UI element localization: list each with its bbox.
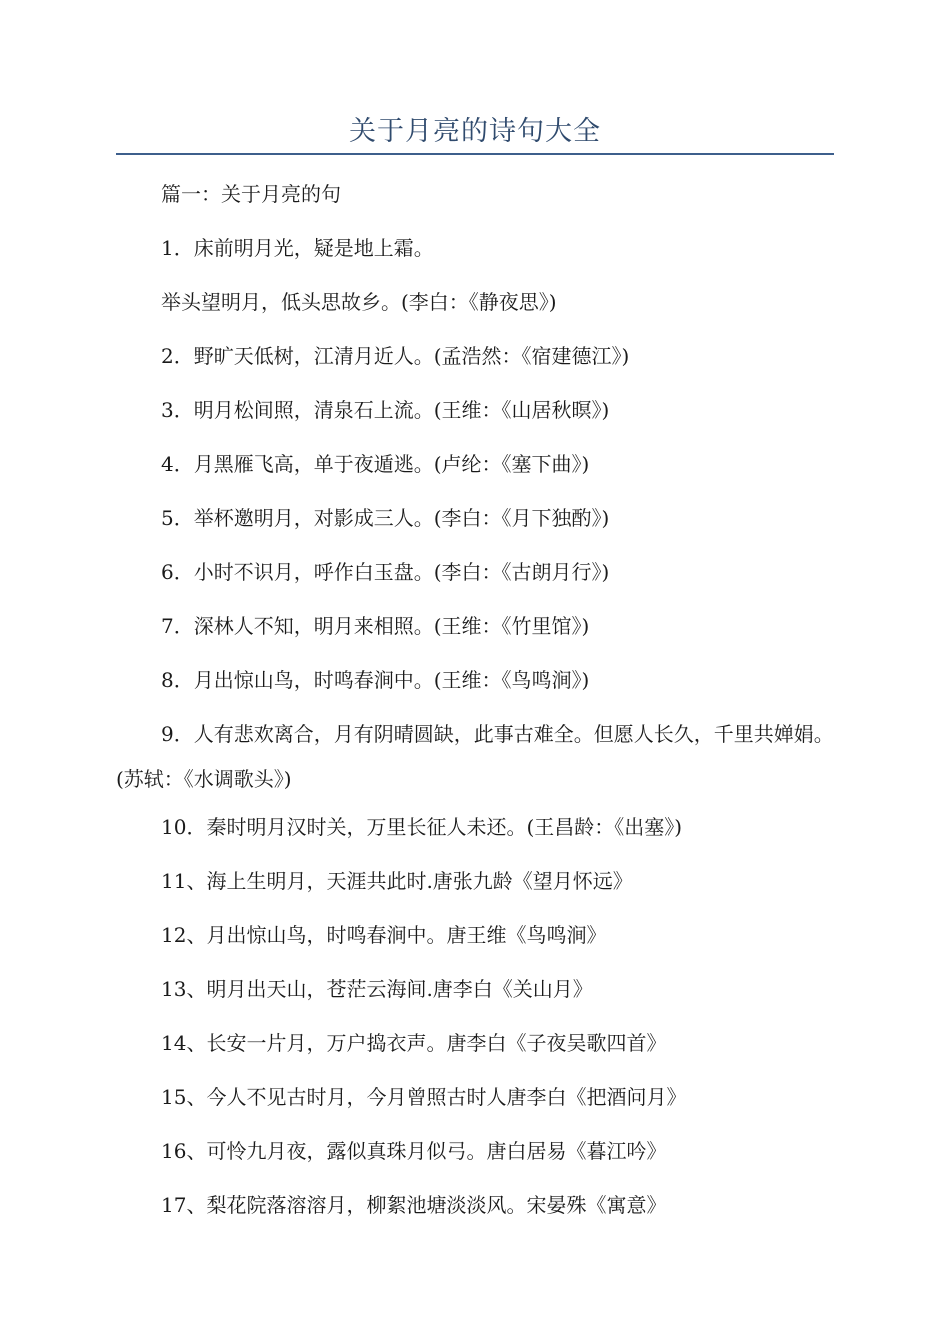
poem-line: 4．月黑雁飞高，单于夜遁逃。(卢纶：《塞下曲》)	[161, 452, 590, 476]
poem-line: 13、明月出天山，苍茫云海间.唐李白《关山月》	[161, 977, 593, 1001]
poem-line: 3．明月松间照，清泉石上流。(王维：《山居秋暝》)	[161, 398, 610, 422]
poem-line: 5．举杯邀明月，对影成三人。(李白：《月下独酌》)	[161, 506, 610, 530]
title-underline	[116, 153, 834, 155]
poem-line: 17、梨花院落溶溶月，柳絮池塘淡淡风。宋晏殊《寓意》	[161, 1193, 667, 1217]
document-title: 关于月亮的诗句大全	[349, 116, 601, 147]
poem-line: 12、月出惊山鸟，时鸣春涧中。唐王维《鸟鸣涧》	[161, 923, 607, 947]
poem-line: 10．秦时明月汉时关，万里长征人未还。(王昌龄：《出塞》)	[161, 815, 683, 839]
poem-line: 1．床前明月光，疑是地上霜。	[161, 236, 434, 260]
poem-line: 14、长安一片月，万户捣衣声。唐李白《子夜吴歌四首》	[161, 1031, 667, 1055]
poem-line: 15、今人不见古时月，今月曾照古时人唐李白《把酒问月》	[161, 1085, 687, 1109]
poem-line: 举头望明月，低头思故乡。(李白：《静夜思》)	[161, 290, 557, 314]
poem-line: 7．深林人不知，明月来相照。(王维：《竹里馆》)	[161, 614, 590, 638]
section-heading: 篇一：关于月亮的句	[161, 182, 341, 206]
poem-line: 6．小时不识月，呼作白玉盘。(李白：《古朗月行》)	[161, 560, 610, 584]
poem-line: 8．月出惊山鸟，时鸣春涧中。(王维：《鸟鸣涧》)	[161, 668, 590, 692]
poem-line: 9．人有悲欢离合，月有阴晴圆缺，此事古难全。但愿人长久，千里共婵娟。(苏轼：《水调歌头》)	[116, 722, 834, 791]
poem-line: 11、海上生明月，天涯共此时.唐张九龄《望月怀远》	[161, 869, 633, 893]
poem-line: 16、可怜九月夜，露似真珠月似弓。唐白居易《暮江吟》	[161, 1139, 667, 1163]
poem-line: 2．野旷天低树，江清月近人。(孟浩然：《宿建德江》)	[161, 344, 630, 368]
